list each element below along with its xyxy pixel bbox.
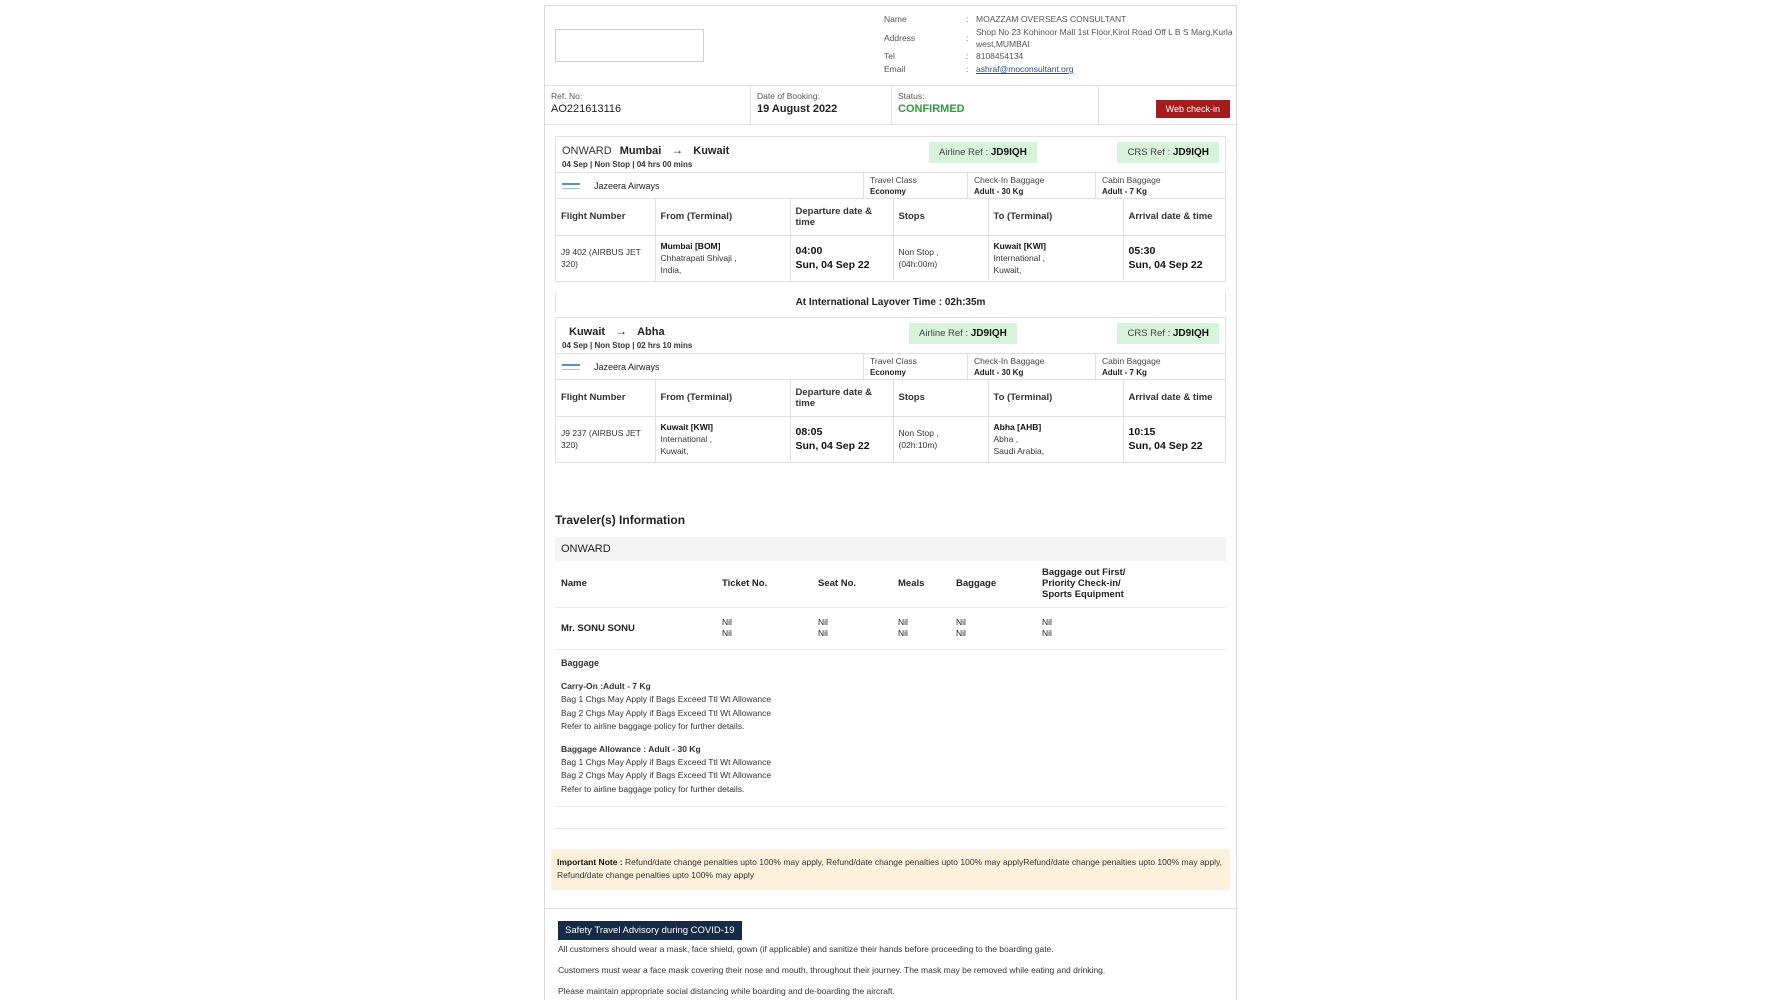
airline-logo-icon [562,183,580,189]
divider [555,828,1226,829]
covid-advisory-line: Customers must wear a face mask covering their nose and mouth, throughout their journey. The mask may be removed while eating and drinking. [558,965,1106,975]
travel-class-cell: Travel Class Economy [864,173,968,198]
flight-table: Flight Number From (Terminal) Departure date & time Stops To (Terminal) Arrival date & time J9 237 (AIRBUS JET 320) Kuwait [KWI] International , Kuwait, 08:05 Sun, 04 Sep 22 Non Stop , (02h:10m) Abha [AHB] Abha , Saudi Arabia, 10:15 Sun, 04 Sep 22 [556,380,1225,462]
crs-ref-pill: CRS Ref : JD9IQH [1117,142,1219,163]
covid-advisory-line: All customers should wear a mask, face shield, gown (if applicable) and sanitize their hands before proceeding to the boarding gate. [558,944,1054,954]
agency-email-label: Email [884,64,906,74]
ref-number-cell: Ref. No: AO221613116 [545,86,751,124]
checkin-baggage-cell: Check-In Baggage Adult - 30 Kg [968,173,1096,198]
booking-date-cell: Date of Booking: 19 August 2022 [751,86,892,124]
baggage-heading: Baggage [561,658,600,668]
covid-advisory-title: Safety Travel Advisory during COVID-19 [558,921,742,940]
agency-tel-label: Tel [884,51,895,61]
destination-city: Abha [637,326,665,338]
cabin-baggage-cell: Cabin Baggage Adult - 7 Kg [1102,356,1161,377]
cabin-baggage-cell: Cabin Baggage Adult - 7 Kg [1102,175,1161,196]
carry-on-info: Carry-On :Adult - 7 Kg Bag 1 Chgs May Apply if Bags Exceed Ttl Wt Allowance Bag 2 Chgs May Apply if Bags Exceed Ttl Wt Allowance Refer to airline baggage policy for further details. [561,681,772,731]
seat-number: Nil Nil [812,607,892,649]
arrival-datetime: 10:15 Sun, 04 Sep 22 [1128,426,1203,453]
agency-name: MOAZZAM OVERSEAS CONSULTANT [976,14,1127,24]
airline-cell [556,354,864,379]
status-cell: Status: CONFIRMED [892,86,1099,124]
baggage-allowance-info: Baggage Allowance : Adult - 30 Kg Bag 1 Chgs May Apply if Bags Exceed Ttl Wt Allowance Bag 2 Chgs May Apply if Bags Exceed Ttl Wt Allowance Refer to airline baggage policy for further details. [561,743,772,794]
airline-name: Jazeera Airways [594,361,660,372]
flight-number: J9 237 (AIRBUS JET 320) [556,416,655,462]
to-terminal: Abha [AHB] Abha , Saudi Arabia, [988,416,1123,462]
from-terminal: Kuwait [KWI] International , Kuwait, [655,416,790,462]
airline-ref-pill: Airline Ref : JD9IQH [929,142,1037,163]
arrow-right-icon: → [615,324,628,338]
destination-city: Kuwait [693,145,730,157]
airline-name: Jazeera Airways [594,180,660,191]
segment-route [562,143,729,157]
agency-name-label: Name [884,14,907,24]
departure-datetime: 08:05 Sun, 04 Sep 22 [790,416,893,462]
arrow-right-icon: → [671,143,684,157]
to-terminal: Kuwait [KWI] International , Kuwait, [988,235,1123,281]
stops: Non Stop , (04h:00m) [893,235,988,281]
departure-datetime: 04:00 Sun, 04 Sep 22 [790,235,893,281]
meals: Nil Nil [892,607,950,649]
divider [545,908,1236,909]
ref-number: AO221613116 [551,103,622,115]
booking-date: 19 August 2022 [757,103,838,115]
travelers-title: Traveler(s) Information [555,513,686,527]
checkin-baggage-cell: Check-In Baggage Adult - 30 Kg [968,354,1096,379]
flight-table: Flight Number From (Terminal) Departure date & time Stops To (Terminal) Arrival date & time J9 402 (AIRBUS JET 320) Mumbai [BOM] Chhatrapati Shivaji , India, 04:00 Sun, 04 Sep 22 Non Stop , (04h:00m) Kuwait [KWI] International , Kuwait, 05:30 Sun, 04 Sep 22 [556,199,1225,281]
airline-logo-icon [562,364,580,370]
flight-segment-1 [555,136,1226,282]
airline-cell [556,173,864,198]
travel-class-cell: Travel Class Economy [864,354,968,379]
travelers-section-label: ONWARD [555,537,1226,561]
segment-direction: ONWARD [562,145,612,157]
origin-city: Mumbai [619,145,662,157]
baggage-info [561,658,1226,806]
divider [555,806,1226,807]
booking-document [544,5,1237,1000]
agency-address: Shop No 23 Kohinoor Mall 1st Floor,Kirol Road Off L B S Marg,Kurla west,MUMBAI [976,27,1233,49]
segment-meta: 04 Sep | Non Stop | 04 hrs 00 mins [562,160,693,169]
table-row [555,607,1226,649]
status-badge: CONFIRMED [898,103,965,115]
agency-email-link[interactable]: ashraf@moconsultant.org [976,64,1074,74]
stops: Non Stop , (02h:10m) [893,416,988,462]
agency-tel: 8108454134 [976,51,1024,61]
arrival-datetime: 05:30 Sun, 04 Sep 22 [1128,245,1203,272]
covid-advisory-line: Please maintain appropriate social distancing while boarding and de-boarding the aircraft. [558,986,895,996]
baggage: Nil Nil [950,607,1036,649]
traveler-name: Mr. SONU SONU [555,607,716,649]
flight-segment-2 [555,317,1226,463]
table-row [556,416,1225,462]
table-row [556,235,1225,281]
web-checkin-button[interactable]: Web check-in [1156,100,1230,118]
segment-meta: 04 Sep | Non Stop | 02 hrs 10 mins [562,341,693,350]
segment-route [569,324,665,338]
agency-address-label: Address [884,32,916,43]
priority-services: Nil Nil [1036,607,1226,649]
agency-details: Name : MOAZZAM OVERSEAS CONSULTANT Address : Shop No 23 Kohinoor Mall 1st Floor,Kirol Road Off L B S Marg,Kurla west,MUMBAI Tel : 8108454134 Email : ashraf@moconsultant.org [884,14,1233,74]
crs-ref-pill: CRS Ref : JD9IQH [1117,323,1219,344]
from-terminal: Mumbai [BOM] Chhatrapati Shivaji , India, [655,235,790,281]
agency-logo-placeholder [555,29,704,62]
ticket-number: Nil Nil [716,607,812,649]
origin-city: Kuwait [569,326,606,338]
important-note: Important Note : Refund/date change penalties upto 100% may apply, Refund/date change penalties upto 100% may applyRefund/date change penalties upto 100% may apply, Refund/date change penalties upto 100% may apply [551,849,1230,890]
airline-ref-pill: Airline Ref : JD9IQH [909,323,1017,344]
layover-info: At International Layover Time : 02h:35m [555,293,1226,312]
booking-summary-bar [545,85,1236,125]
flight-number: J9 402 (AIRBUS JET 320) [556,235,655,281]
travelers-table: Name Ticket No. Seat No. Meals Baggage Baggage out First/ Priority Check-in/ Sports Equipment Mr. SONU SONU Nil Nil Nil Nil Nil Nil Nil Nil Nil Nil [555,561,1226,650]
